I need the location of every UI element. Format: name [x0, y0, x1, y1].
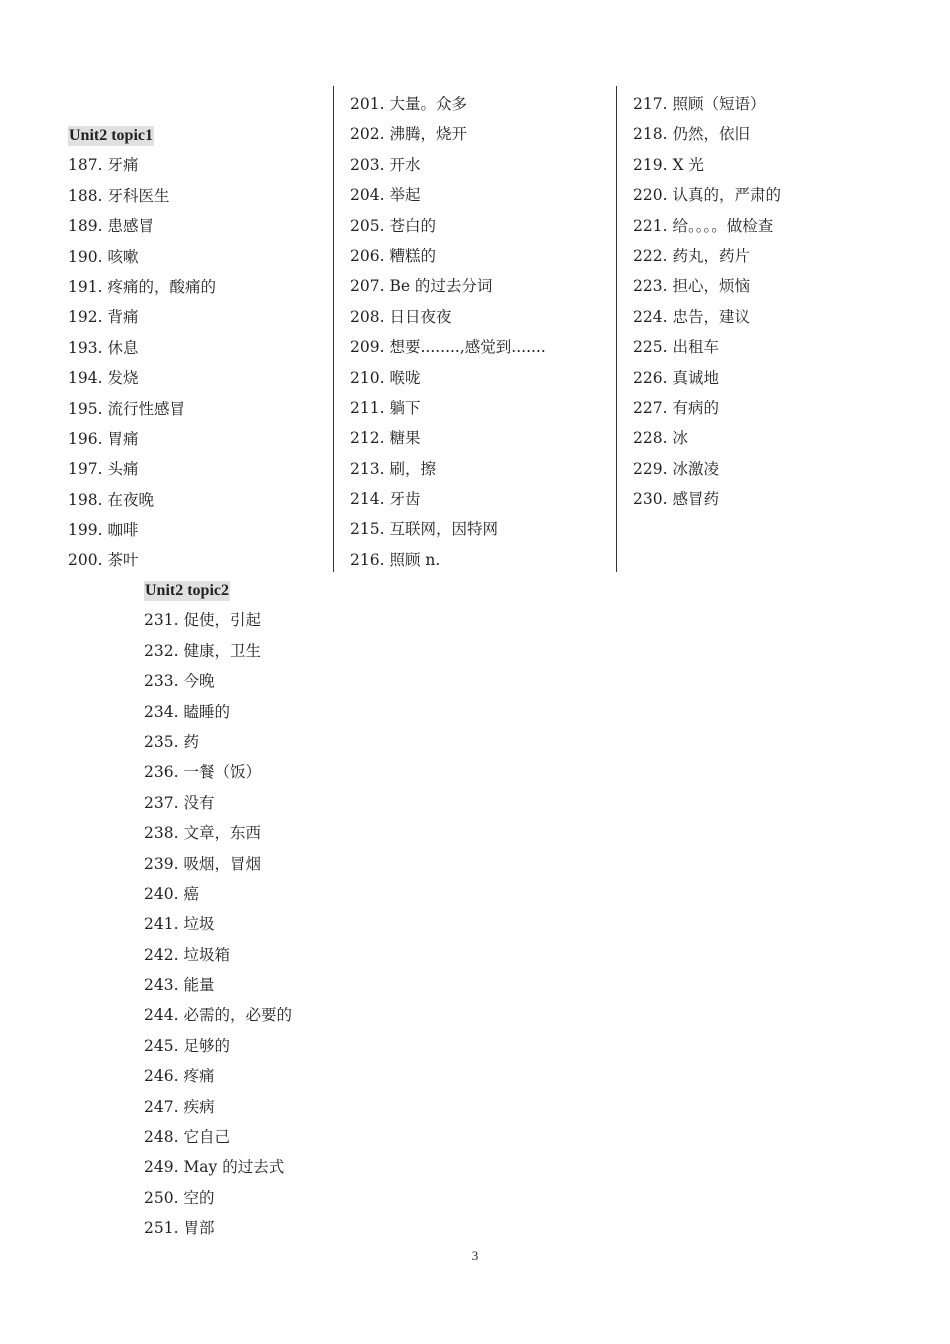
vocab-item: 196. 胃痛 [68, 429, 139, 448]
vocab-item: 187. 牙痛 [68, 156, 139, 175]
vocab-item: 227. 有病的 [633, 398, 719, 417]
vocab-item: 242. 垃圾箱 [144, 945, 230, 964]
vocab-item: 233. 今晚 [144, 672, 215, 691]
vocab-item: 238. 文章，东西 [144, 824, 261, 843]
vocab-item: 222. 药丸，药片 [633, 246, 750, 265]
vocab-item: 218. 仍然，依旧 [633, 125, 750, 144]
vocab-item: 209. 想要........,感觉到....... [350, 338, 546, 357]
vocab-item: 251. 胃部 [144, 1219, 215, 1238]
vocab-item: 198. 在夜晚 [68, 490, 154, 509]
vocab-item: 203. 开水 [350, 155, 421, 174]
vocab-item: 202. 沸腾，烧开 [350, 125, 467, 144]
topic1-column-1 [68, 120, 216, 576]
vocab-item: 243. 能量 [144, 976, 215, 995]
section-heading-topic1 [68, 120, 216, 150]
vocab-item: 214. 牙齿 [350, 490, 421, 509]
vocab-item: 234. 瞌睡的 [144, 702, 230, 721]
vocab-item: 231. 促使，引起 [144, 611, 261, 630]
vocab-item: 237. 没有 [144, 793, 215, 812]
vocab-item: 199. 咖啡 [68, 521, 139, 540]
vocab-item: 219. X 光 [633, 155, 704, 174]
vocab-item: 250. 空的 [144, 1188, 215, 1207]
vocab-item: 212. 糖果 [350, 429, 421, 448]
vocab-item: 241. 垃圾 [144, 915, 215, 934]
vocab-item: 239. 吸烟，冒烟 [144, 854, 261, 873]
vocab-item: 229. 冰激凌 [633, 459, 719, 478]
vocab-item: 216. 照顾 n. [350, 550, 441, 569]
vocab-item: 207. Be 的过去分词 [350, 277, 493, 296]
vocab-item: 195. 流行性感冒 [68, 399, 185, 418]
vocab-item: 245. 足够的 [144, 1036, 230, 1055]
vocab-item: 194. 发烧 [68, 369, 139, 388]
vocab-item: 249. May 的过去式 [144, 1158, 285, 1177]
vocab-item: 205. 苍白的 [350, 216, 436, 235]
vocab-item: 248. 它自己 [144, 1128, 230, 1147]
topic1-column-2 [350, 89, 546, 575]
vocab-item: 228. 冰 [633, 429, 688, 448]
vocab-item: 235. 药 [144, 732, 199, 751]
column-divider-right [616, 86, 617, 572]
vocab-item: 191. 疼痛的，酸痛的 [68, 277, 216, 296]
vocab-item: 201. 大量。众多 [350, 95, 467, 113]
vocab-item: 221. 给。。。。做检查 [633, 216, 774, 235]
vocab-item: 200. 茶叶 [68, 551, 139, 570]
section-heading-topic2 [144, 575, 292, 605]
vocab-item: 230. 感冒药 [633, 490, 719, 509]
vocab-item: 192. 背痛 [68, 308, 139, 327]
topic1-column-3 [633, 89, 781, 514]
vocab-item: 240. 癌 [144, 884, 199, 903]
vocab-item: 224. 忠告，建议 [633, 307, 750, 326]
vocab-item: 208. 日日夜夜 [350, 307, 452, 326]
vocab-item: 210. 喉咙 [350, 368, 421, 387]
vocab-item: 244. 必需的，必要的 [144, 1006, 292, 1025]
vocab-item: 226. 真诚地 [633, 368, 719, 387]
vocab-item: 190. 咳嗽 [68, 247, 139, 266]
section-heading-topic2-text: Unit2 topic2 [145, 582, 229, 599]
vocab-item: 206. 糟糕的 [350, 246, 436, 265]
vocab-item: 217. 照顾（短语） [633, 95, 766, 113]
vocab-item: 223. 担心，烦恼 [633, 277, 750, 296]
page-number: 3 [471, 1248, 479, 1263]
vocab-item: 197. 头痛 [68, 460, 139, 479]
vocab-item: 246. 疼痛 [144, 1067, 215, 1086]
vocab-item: 188. 牙科医生 [68, 186, 170, 205]
vocab-item: 225. 出租车 [633, 338, 719, 357]
vocab-item: 189. 患感冒 [68, 217, 154, 236]
vocab-item: 213. 刷，擦 [350, 459, 436, 478]
section-heading-topic1-text: Unit2 topic1 [69, 127, 153, 144]
vocab-item: 211. 躺下 [350, 398, 421, 417]
topic2-column [144, 575, 292, 1244]
vocab-item: 204. 举起 [350, 186, 421, 205]
vocab-item: 193. 休息 [68, 338, 139, 357]
vocab-item: 232. 健康，卫生 [144, 641, 261, 660]
vocab-item: 236. 一餐（饭） [144, 763, 261, 782]
column-divider-left [333, 86, 334, 572]
vocab-item: 220. 认真的，严肃的 [633, 186, 781, 205]
vocab-item: 215. 互联网，因特网 [350, 520, 498, 539]
vocab-item: 247. 疾病 [144, 1097, 215, 1116]
